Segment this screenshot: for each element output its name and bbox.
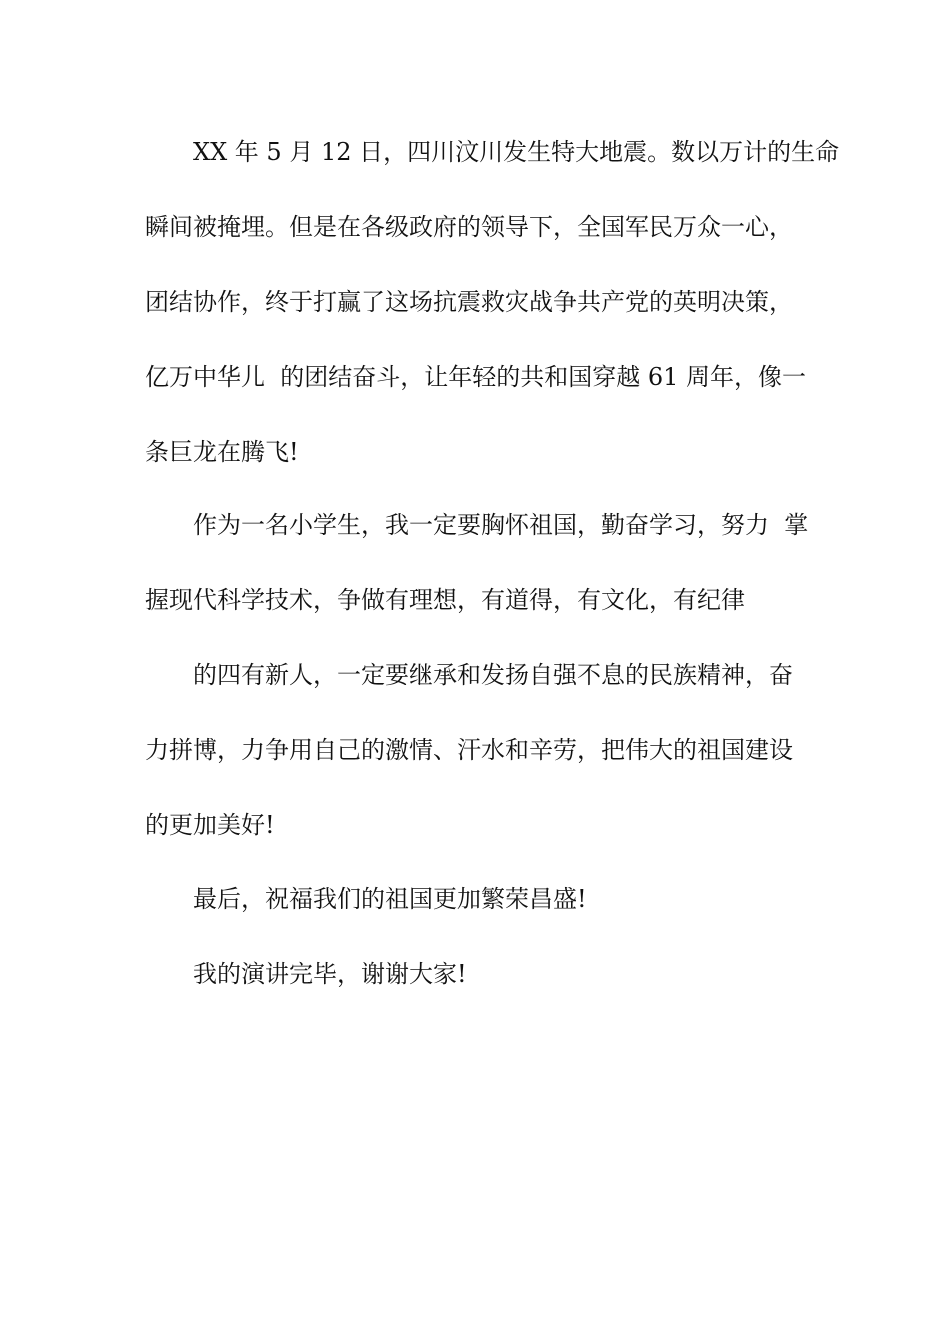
text-line: 的更加美好! bbox=[145, 811, 275, 839]
text-line: 条巨龙在腾飞! bbox=[145, 438, 299, 466]
text-line: 亿万中华儿 的团结奋斗，让年轻的共和国穿越 61 周年，像一 bbox=[145, 363, 807, 391]
text-line: XX 年 5 月 12 日，四川汶川发生特大地震。数以万计的生命 bbox=[193, 138, 840, 166]
text-line: 团结协作，终于打赢了这场抗震救灾战争共产党的英明决策， bbox=[145, 288, 793, 316]
text-line: 力拼博，力争用自己的激情、汗水和辛劳，把伟大的祖国建设 bbox=[145, 736, 793, 764]
text-line: 最后，祝福我们的祖国更加繁荣昌盛! bbox=[193, 885, 587, 913]
text-line: 我的演讲完毕，谢谢大家! bbox=[193, 960, 467, 988]
text-line: 作为一名小学生，我一定要胸怀祖国，勤奋学习，努力 掌 bbox=[193, 511, 809, 539]
text-line: 瞬间被掩埋。但是在各级政府的领导下，全国军民万众一心， bbox=[145, 213, 793, 241]
text-line: 握现代科学技术，争做有理想，有道得，有文化，有纪律 bbox=[145, 586, 745, 614]
text-line: 的四有新人，一定要继承和发扬自强不息的民族精神，奋 bbox=[193, 661, 793, 689]
